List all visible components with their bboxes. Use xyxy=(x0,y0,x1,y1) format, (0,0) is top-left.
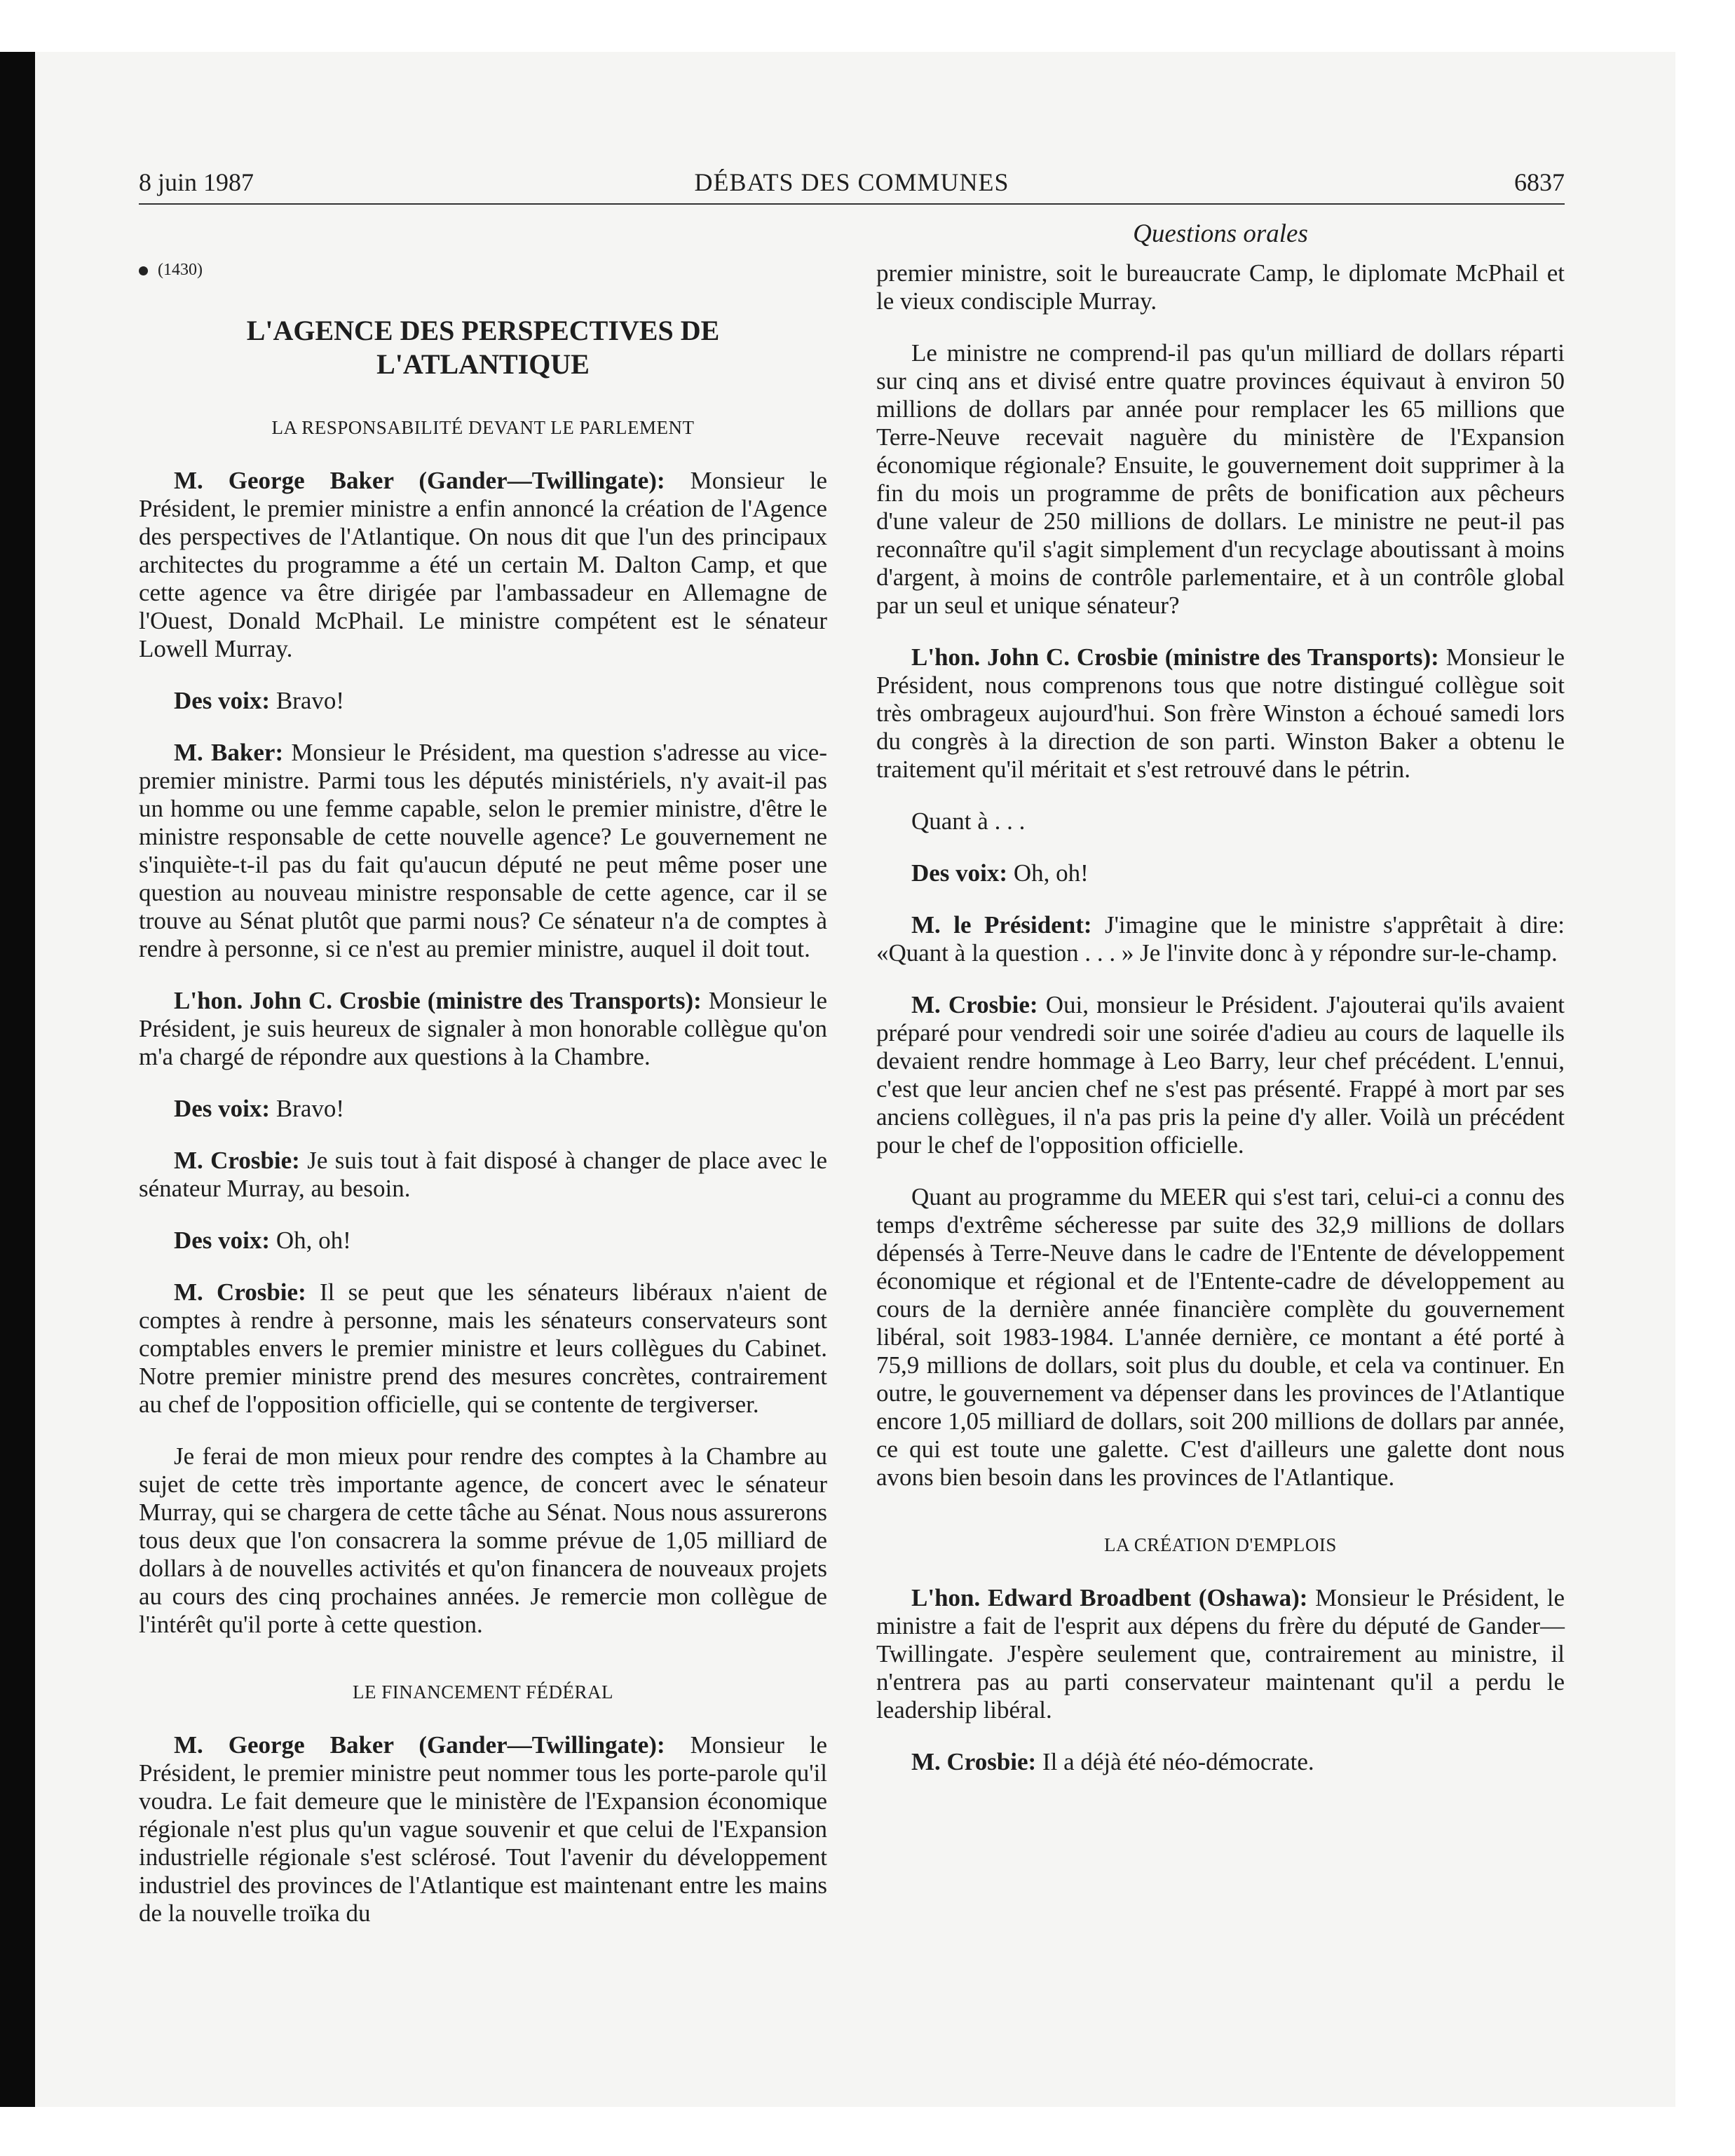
speaker-name: Des voix: xyxy=(174,687,271,714)
speaker-name: M. Crosbie: xyxy=(174,1147,300,1174)
paragraph xyxy=(139,467,827,663)
paragraph: Quant à . . . xyxy=(911,807,1026,835)
speaker-name: L'hon. John C. Crosbie (ministre des Transports): xyxy=(174,987,702,1014)
speech-text: Monsieur le Président, le ministre a fait de l'esprit aux dépens du frère du député de Gander—Twillingate. J'espère seulement que, contrairement au ministre, il n'entrera pas au parti conservateur maintenant qu'il a perdu le leadership libéral. xyxy=(876,1584,1565,1724)
speaker-name: M. George Baker (Gander—Twillingate): xyxy=(174,467,665,494)
paragraph xyxy=(139,1278,827,1419)
paragraph xyxy=(876,911,1565,967)
speech-text: Il a déjà été néo-démocrate. xyxy=(1036,1748,1314,1775)
speaker-name: M. Baker: xyxy=(174,739,284,766)
speech-text: Monsieur le Président, le premier ministre peut nommer tous les porte-parole qu'il voudra. Le fait demeure que le ministère de l'Expansion économique régionale n'est plus qu'un vague souvenir et que celui de l'Expansion industrielle régionale s'est sclérosé. Tout l'avenir du développement industriel des provinces de l'Atlantique est maintenant entre les mains de la nouvelle troïka du xyxy=(139,1731,828,1927)
paragraph xyxy=(876,1584,1565,1724)
header-date: 8 juin 1987 xyxy=(139,168,254,196)
article-title: L'AGENCE DES PERSPECTIVES DE L'ATLANTIQUE xyxy=(246,315,720,380)
paragraph: premier ministre, soit le bureaucrate Camp, le diplomate McPhail et le vieux condisciple Murray. xyxy=(876,259,1565,315)
time-marker-text: (1430) xyxy=(158,261,203,279)
paragraph: Quant au programme du MEER qui s'est tari, celui-ci a connu des temps d'extrême sécheresse par suite des 32,9 millions de dollars dépensés à Terre-Neuve dans le cadre de l'Entente de développement économique et régional et de l'Entente-cadre de développement au cours de la dernière année financière complète du gouvernement libéral, soit 1983-1984. L'année dernière, ce montant a été porté à 75,9 millions de dollars, soit plus du double, et cela va continuer. En outre, le gouvernement va dépenser dans les provinces de l'Atlantique encore 1,05 milliard de dollars, soit 200 millions de dollars par année, ce qui est toute une galette. C'est d'ailleurs une galette dont nous avons bien besoin dans les provinces de l'Atlantique. xyxy=(876,1183,1565,1491)
paragraph xyxy=(876,643,1565,784)
speaker-name: M. Crosbie: xyxy=(911,1748,1037,1775)
speech-text: Monsieur le Président, ma question s'adresse au vice-premier ministre. Parmi tous les députés ministériels, n'y avait-il pas un homme ou une femme capable, selon le premier ministre, d'être le ministre responsable de cette nouvelle agence? Le gouvernement ne s'inquiète-t-il pas du fait qu'aucun député ne peut même poser une question au nouveau ministre responsable de cette agence, car il se trouve au Sénat plutôt que parmi nous? Ce sénateur n'a de comptes à rendre à personne, si ce n'est au premier ministre, auquel il doit tout. xyxy=(139,739,827,962)
speaker-name: M. Crosbie: xyxy=(174,1278,306,1306)
header-page-number: 6837 xyxy=(1514,168,1565,196)
paragraph xyxy=(876,1748,1565,1776)
page-header xyxy=(139,165,1565,205)
paragraph xyxy=(139,987,827,1071)
paragraph xyxy=(139,739,827,963)
paragraph xyxy=(139,1147,827,1203)
speech-text: Il se peut que les sénateurs libéraux n'aient de comptes à rendre à personne, mais les sénateurs conservateurs sont comptables envers le premier ministre et leurs collègues du Cabinet. Notre premier ministre prend des mesures concrètes, contrairement au chef de l'opposition officielle, qui se contente de tergiverser. xyxy=(139,1278,828,1418)
speaker-name: Des voix: xyxy=(911,859,1008,887)
speaker-name: Des voix: xyxy=(174,1095,271,1122)
paragraph xyxy=(139,687,827,715)
speaker-name: L'hon. John C. Crosbie (ministre des Transports): xyxy=(911,643,1439,671)
paragraph xyxy=(876,859,1565,887)
speaker-name: L'hon. Edward Broadbent (Oshawa): xyxy=(911,1584,1308,1611)
speech-text: J'imagine que le ministre s'apprêtait à dire: «Quant à la question . . . » Je l'invite donc à y répondre sur-le-champ. xyxy=(876,911,1565,967)
paragraph xyxy=(139,1227,827,1255)
paragraph xyxy=(139,1731,827,1928)
right-column xyxy=(876,259,1565,1800)
speaker-name: M. Crosbie: xyxy=(911,991,1038,1018)
paragraph: Le ministre ne comprend-il pas qu'un milliard de dollars réparti sur cinq ans et divisé entre quatre provinces équivaut à environ 50 millions de dollars par année pour remplacer les 65 millions que Terre-Neuve recevait naguère du ministère de l'Expansion économique régionale? Ensuite, le gouvernement doit supprimer à la fin du mois un programme de prêts de bonification aux pêcheurs d'une valeur de 250 millions de dollars. Le ministre ne peut-il pas reconnaître qu'il s'agit simplement d'un recyclage aboutissant à moins d'argent, à moins de contrôle parlementaire, et à un contrôle global par un seul et unique sénateur? xyxy=(876,339,1565,619)
section-label: Questions orales xyxy=(1133,219,1308,248)
speech-text: Monsieur le Président, je suis heureux de signaler à mon honorable collègue qu'on m'a chargé de répondre aux questions à la Chambre. xyxy=(139,987,827,1070)
scan-edge-bar xyxy=(0,52,35,2107)
subheading-responsabilite: LA RESPONSABILITÉ DEVANT LE PARLEMENT xyxy=(271,417,695,438)
speech-text: Bravo! xyxy=(270,687,345,714)
speaker-name: M. George Baker (Gander—Twillingate): xyxy=(174,1731,665,1759)
speech-text: Oui, monsieur le Président. J'ajouterai qu'ils avaient préparé pour vendredi soir une soirée d'adieu au cours de laquelle ils devaient rendre hommage à Leo Barry, leur chef précédent. L'ennui, c'est que leur ancien chef ne s'est pas présenté. Frappé à mort par ses anciens collègues, il n'a pas pris la peine d'y aller. Voilà un précédent pour le chef de l'opposition officielle. xyxy=(876,991,1565,1159)
speaker-name: Des voix: xyxy=(174,1227,271,1254)
speech-text: Oh, oh! xyxy=(1007,859,1089,887)
paragraph: Je ferai de mon mieux pour rendre des comptes à la Chambre au sujet de cette très importante agence, de concert avec le sénateur Murray, qui se chargera de cette tâche au Sénat. Nous nous assurerons tous deux que l'on consacrera la somme prévue de 1,05 milliard de dollars à de nouvelles activités et qu'on financera de nouveaux projets au cours des cinq prochaines années. Je remercie mon collègue de l'intérêt qu'il porte à cette question. xyxy=(139,1442,827,1638)
speech-text: Monsieur le Président, le premier ministre a enfin annoncé la création de l'Agence des perspectives de l'Atlantique. On nous dit que l'un des principaux architectes du programme a été un certain M. Dalton Camp, et que cette agence va être dirigée par l'ambassadeur en Allemagne de l'Ouest, Donald McPhail. Le ministre compétent est le sénateur Lowell Murray. xyxy=(139,467,828,662)
speech-text: Monsieur le Président, nous comprenons tous que notre distingué collègue soit très ombrageux aujourd'hui. Son frère Winston a échoué samedi lors du congrès à la direction de son parti. Winston Baker a obtenu le traitement qu'il méritait et s'est retrouvé dans le pétrin. xyxy=(876,643,1565,783)
time-marker xyxy=(139,259,827,280)
bullet-dot-icon xyxy=(139,266,148,275)
paragraph xyxy=(876,991,1565,1159)
speech-text: Oh, oh! xyxy=(270,1227,351,1254)
speech-text: Je suis tout à fait disposé à changer de place avec le sénateur Murray, au besoin. xyxy=(139,1147,828,1202)
subheading-financement: LE FINANCEMENT FÉDÉRAL xyxy=(353,1681,613,1703)
speaker-name: M. le Président: xyxy=(911,911,1092,939)
left-column xyxy=(139,259,827,1951)
speech-text: Bravo! xyxy=(270,1095,345,1122)
header-title: DÉBATS DES COMMUNES xyxy=(694,168,1009,196)
paragraph xyxy=(139,1095,827,1123)
subheading-creation-emplois: LA CRÉATION D'EMPLOIS xyxy=(1104,1534,1337,1555)
